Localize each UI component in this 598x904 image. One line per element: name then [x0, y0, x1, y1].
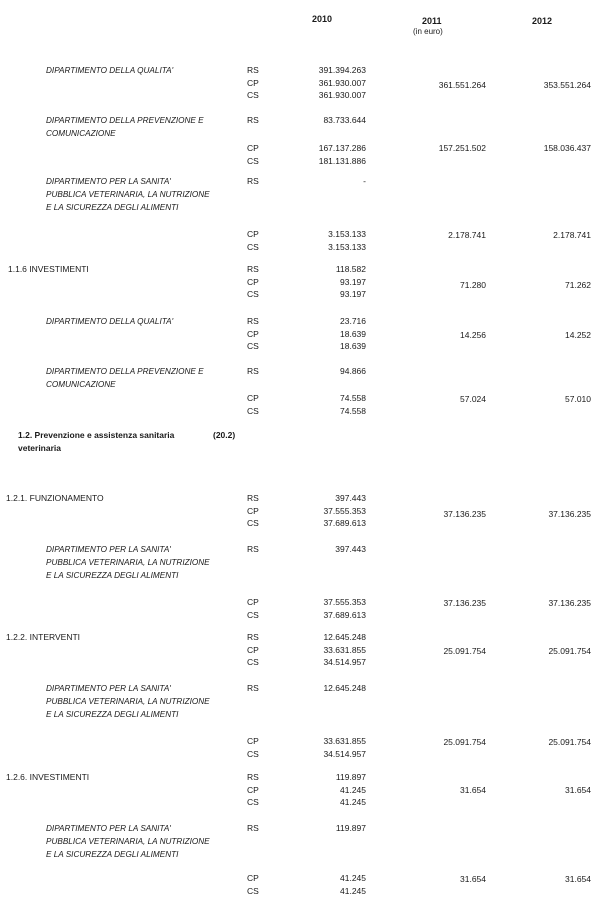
row-code: CS — [247, 657, 259, 667]
value-2012: 57.010 — [565, 394, 591, 404]
row-code: CS — [247, 797, 259, 807]
row-code: CP — [247, 77, 259, 88]
value-2010: 41.245 — [340, 873, 366, 883]
value-2012: 353.551.264 — [543, 80, 591, 90]
value-2010: 23.716 — [340, 316, 366, 326]
value-2010: 74.558 — [340, 393, 366, 403]
value-2010: 37.555.353 — [323, 597, 366, 607]
department-label: COMUNICAZIONE — [46, 380, 116, 389]
col-2012-header: 2012 — [532, 16, 553, 26]
row-code: RS — [247, 115, 259, 125]
department-label: E LA SICUREZZA DEGLI ALIMENTI — [46, 850, 179, 859]
department-label: E LA SICUREZZA DEGLI ALIMENTI — [46, 203, 179, 212]
col-2011-header: 2011 — [422, 16, 442, 26]
value-2010: 119.897 — [335, 823, 366, 833]
row-code: CS — [247, 341, 259, 351]
department-label: COMUNICAZIONE — [46, 129, 116, 138]
row-code: RS — [247, 316, 259, 326]
section-code: (20.2) — [213, 430, 236, 440]
value-2012: 25.091.754 — [548, 646, 591, 656]
row-code: CP — [247, 505, 259, 516]
value-2010: 12.645.248 — [323, 632, 366, 642]
department-label: DIPARTIMENTO DELLA QUALITA' — [46, 66, 174, 75]
department-label: DIPARTIMENTO DELLA PREVENZIONE E — [46, 116, 204, 125]
value-2012: 37.136.235 — [548, 509, 591, 519]
row-code: CS — [247, 155, 259, 166]
row-code: CP — [247, 873, 259, 883]
value-2010: 167.137.286 — [318, 143, 366, 153]
value-2011: 14.256 — [460, 330, 486, 340]
row-code: CP — [247, 784, 259, 795]
department-label: PUBBLICA VETERINARIA, LA NUTRIZIONE — [46, 837, 210, 846]
department-label: DIPARTIMENTO PER LA SANITA' — [46, 684, 171, 693]
value-2010: 41.245 — [340, 797, 366, 807]
value-2011: 37.136.235 — [443, 509, 486, 519]
row-code: RS — [247, 772, 259, 782]
value-2010: 118.582 — [335, 264, 366, 274]
value-2011: 31.654 — [460, 785, 486, 795]
department-label: DIPARTIMENTO DELLA PREVENZIONE E — [46, 367, 204, 376]
row-code: RS — [247, 823, 259, 833]
value-2010: 119.897 — [335, 772, 366, 782]
section-label: 1.1.6 INVESTIMENTI — [8, 264, 89, 274]
value-2010: 93.197 — [340, 276, 366, 287]
row-code: CS — [247, 289, 259, 299]
row-code: CS — [247, 405, 259, 416]
section-label: 1.2.2. INTERVENTI — [6, 632, 81, 642]
row-code: RS — [247, 176, 259, 186]
value-2012: 14.252 — [565, 330, 591, 340]
value-2010: 3.153.133 — [328, 241, 366, 252]
value-2011: 57.024 — [460, 394, 486, 404]
row-code: RS — [247, 264, 259, 274]
row-code: RS — [247, 544, 259, 554]
value-2011: 157.251.502 — [438, 143, 486, 153]
value-2010: 397.443 — [335, 493, 366, 503]
row-code: CS — [247, 518, 259, 528]
row-code: CP — [247, 736, 259, 746]
value-2010: 18.639 — [340, 328, 366, 339]
department-label: DIPARTIMENTO PER LA SANITA' — [46, 545, 171, 554]
department-label: DIPARTIMENTO PER LA SANITA' — [46, 824, 171, 833]
department-label: DIPARTIMENTO DELLA QUALITA' — [46, 317, 174, 326]
value-2010: 33.631.855 — [323, 736, 366, 746]
col-2010-header: 2010 — [312, 14, 333, 24]
row-code: CP — [247, 276, 259, 287]
section-label: veterinaria — [18, 443, 61, 453]
department-label: PUBBLICA VETERINARIA, LA NUTRIZIONE — [46, 190, 210, 199]
value-2010: 93.197 — [340, 289, 366, 299]
value-2011: 361.551.264 — [438, 80, 486, 90]
value-2010: 12.645.248 — [323, 683, 366, 693]
department-label: PUBBLICA VETERINARIA, LA NUTRIZIONE — [46, 558, 210, 567]
row-code: CP — [247, 644, 259, 655]
value-2010: 361.930.007 — [318, 90, 366, 100]
value-2010: 94.866 — [340, 366, 366, 376]
value-2012: 158.036.437 — [543, 143, 591, 153]
value-2012: 25.091.754 — [548, 737, 591, 747]
row-code: CS — [247, 241, 259, 252]
row-code: CS — [247, 90, 259, 100]
value-2010: 391.394.263 — [318, 65, 366, 75]
value-2010: 33.631.855 — [323, 644, 366, 655]
value-2011: 31.654 — [460, 874, 486, 884]
row-code: CS — [247, 748, 259, 759]
row-code: CP — [247, 393, 259, 403]
value-2010: 37.689.613 — [323, 609, 366, 620]
row-code: CS — [247, 885, 259, 896]
value-2012: 31.654 — [565, 785, 591, 795]
value-2010: 181.131.886 — [318, 155, 366, 166]
row-code: RS — [247, 493, 259, 503]
value-2011: 2.178.741 — [448, 230, 486, 240]
row-code: CP — [247, 328, 259, 339]
value-2011: 37.136.235 — [443, 598, 486, 608]
row-code: RS — [247, 632, 259, 642]
department-label: E LA SICUREZZA DEGLI ALIMENTI — [46, 571, 179, 580]
value-2010: 18.639 — [340, 341, 366, 351]
row-code: CP — [247, 143, 259, 153]
row-code: CP — [247, 229, 259, 239]
value-2012: 37.136.235 — [548, 598, 591, 608]
row-code: RS — [247, 366, 259, 376]
section-label: 1.2. Prevenzione e assistenza sanitaria — [18, 430, 175, 440]
department-label: E LA SICUREZZA DEGLI ALIMENTI — [46, 710, 179, 719]
value-2011: 25.091.754 — [443, 646, 486, 656]
value-2010: 37.689.613 — [323, 518, 366, 528]
unit-label: (in euro) — [413, 27, 443, 36]
row-code: RS — [247, 683, 259, 693]
value-2010: 3.153.133 — [328, 229, 366, 239]
value-2012: 2.178.741 — [553, 230, 591, 240]
row-code: CP — [247, 597, 259, 607]
row-code: CS — [247, 609, 259, 620]
value-2010: 41.245 — [340, 885, 366, 896]
value-2010: 41.245 — [340, 784, 366, 795]
department-label: PUBBLICA VETERINARIA, LA NUTRIZIONE — [46, 697, 210, 706]
department-label: DIPARTIMENTO PER LA SANITA' — [46, 177, 171, 186]
section-label: 1.2.6. INVESTIMENTI — [6, 772, 90, 782]
value-2011: 71.280 — [460, 280, 486, 290]
value-2010: 37.555.353 — [323, 505, 366, 516]
value-2010: 83.733.644 — [323, 115, 366, 125]
value-2010: 74.558 — [340, 405, 366, 416]
section-label: 1.2.1. FUNZIONAMENTO — [6, 493, 104, 503]
value-2010: 34.514.957 — [323, 657, 366, 667]
value-2010: 361.930.007 — [318, 77, 366, 88]
value-2011: 25.091.754 — [443, 737, 486, 747]
value-2010: 34.514.957 — [323, 748, 366, 759]
value-2012: 31.654 — [565, 874, 591, 884]
row-code: RS — [247, 65, 259, 75]
value-2010: 397.443 — [335, 544, 366, 554]
value-2012: 71.262 — [565, 280, 591, 290]
value-2010: - — [363, 176, 366, 186]
